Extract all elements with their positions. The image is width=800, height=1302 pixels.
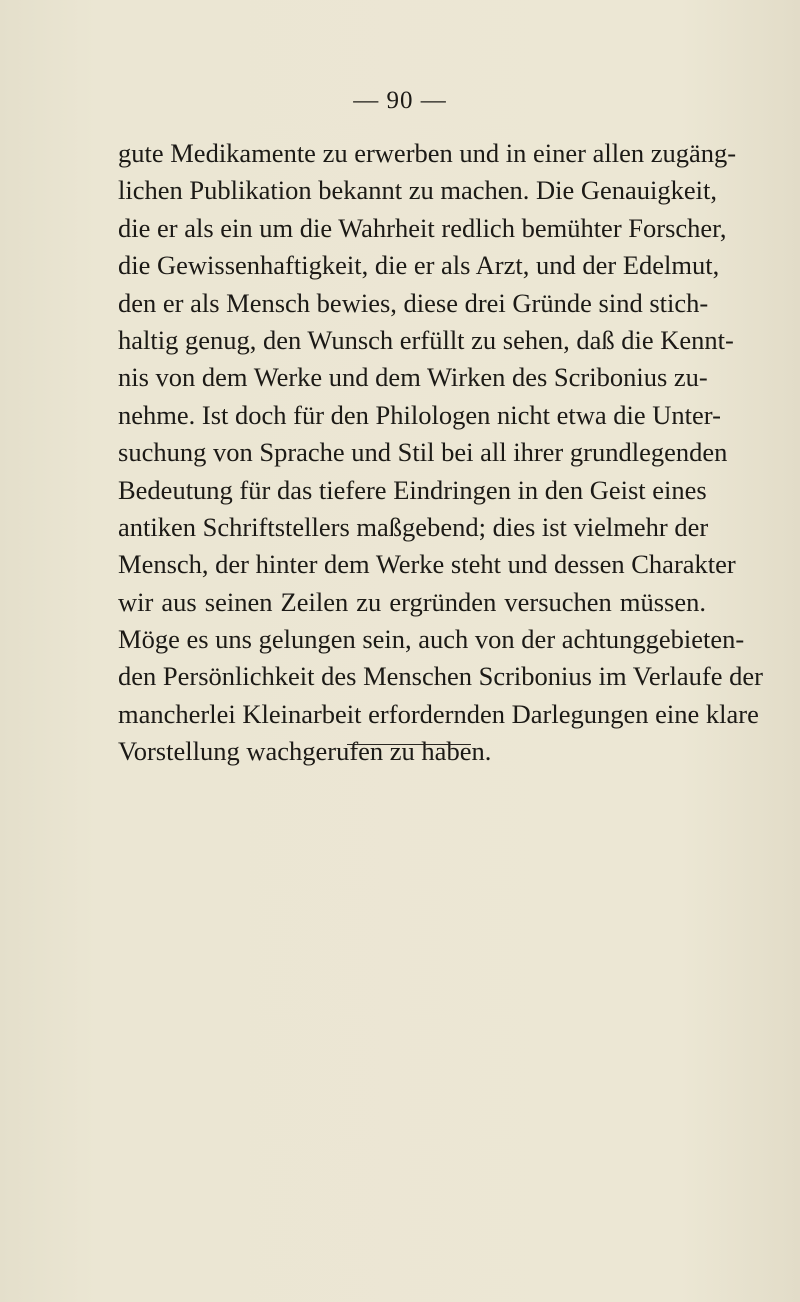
text-line: lichen Publikation bekannt zu machen. Die Genauigkeit, bbox=[118, 175, 718, 206]
text-line: nehme. Ist doch für den Philologen nicht etwa die Unter- bbox=[118, 399, 721, 430]
text-line-last: Vorstellung wachgerufen zu haben. bbox=[118, 736, 492, 767]
text-line: Mensch, der hinter dem Werke steht und dessen Charakter bbox=[118, 549, 736, 580]
text-line: wir aus seinen Zeilen zu ergründen versuchen müssen. bbox=[118, 586, 706, 617]
page-number: — 90 — bbox=[353, 87, 447, 114]
text-line: Bedeutung für das tiefere Eindringen in den Geist eines bbox=[118, 474, 707, 505]
text-line: nis von dem Werke und dem Wirken des Scribonius zu- bbox=[118, 362, 708, 393]
text-line: den er als Mensch bewies, diese drei Gründe sind stich- bbox=[118, 287, 709, 318]
text-line: die er als ein um die Wahrheit redlich bemühter Forscher, bbox=[118, 212, 727, 243]
body-paragraph bbox=[118, 135, 763, 771]
text-line: den Persönlichkeit des Menschen Scribonius im Verlaufe der bbox=[118, 661, 763, 692]
section-end-rule bbox=[347, 744, 471, 745]
text-line: haltig genug, den Wunsch erfüllt zu sehen, daß die Kennt- bbox=[118, 324, 734, 355]
text-line: suchung von Sprache und Stil bei all ihrer grundlegenden bbox=[118, 437, 728, 468]
text-line: antiken Schriftstellers maßgebend; dies ist vielmehr der bbox=[118, 511, 709, 542]
text-line: die Gewissenhaftigkeit, die er als Arzt, und der Edelmut, bbox=[118, 250, 720, 281]
text-line: Möge es uns gelungen sein, auch von der achtunggebieten- bbox=[118, 624, 745, 655]
text-line: mancherlei Kleinarbeit erfordernden Darlegungen eine klare bbox=[118, 698, 759, 729]
text-line: gute Medikamente zu erwerben und in einer allen zugäng- bbox=[118, 138, 737, 168]
